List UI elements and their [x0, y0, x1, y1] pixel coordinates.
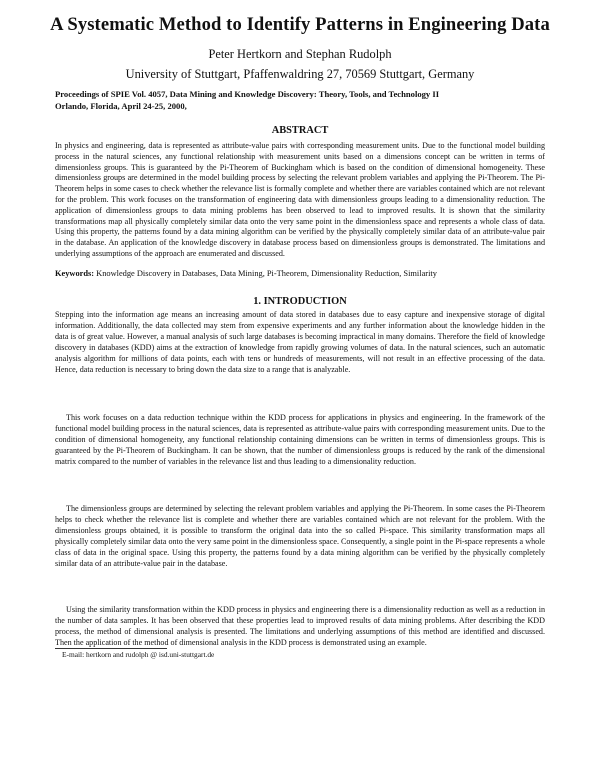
- keywords-line: [55, 268, 545, 279]
- intro-paragraph-4: Using the similarity transformation within the KDD process in physics and engineering there is a dimensionality reduction as well as a reduction in the number of data samples. It has been observed that these properties lead to improved results of data mining problems. After describing the KDD process, the method of dimensional analysis is presented. The limitations and underlying assumptions of this method are identified and discussed. Then the application of the method of dimensional analysis in the KDD process is demonstrated using an example.: [55, 605, 545, 647]
- footnote-email: E-mail: hertkorn and rudolph @ isd.uni-stuttgart.de: [62, 650, 215, 659]
- proceedings-line-1: Proceedings of SPIE Vol. 4057, Data Mining and Knowledge Discovery: Theory, Tools, and Technology II: [55, 89, 440, 99]
- paper-title: A Systematic Method to Identify Patterns in Engineering Data: [50, 14, 550, 35]
- intro-paragraph-3: The dimensionless groups are determined by selecting the relevant problem variables and applying the Pi-Theorem. In some cases the Pi-Theorem helps to check whether the relevance list is complete and whether there are variables contained which are not relevant for the problem. With the dimensionless groups obtained, it is possible to transform the original data into the so called Pi-space. This similarity transformation maps all physically completely similar data onto the very same point in the dimensionless space. Consequently, a single point in the Pi-space represents a whole class of data in the original space. Using this property, the patterns found by a data mining algorithm can be verified by the physically completely similar data of an attribute-value pair in the database.: [55, 504, 545, 568]
- abstract-heading: ABSTRACT: [271, 125, 329, 136]
- author-names: Peter Hertkorn and Stephan Rudolph: [208, 47, 392, 61]
- author-affiliation: University of Stuttgart, Pfaffenwaldring 27, 70569 Stuttgart, Germany: [125, 67, 475, 81]
- keywords-label: Keywords:: [55, 269, 95, 278]
- section-heading-introduction: 1. INTRODUCTION: [253, 296, 347, 307]
- intro-paragraph-1: Stepping into the information age means an increasing amount of data stored in databases due to easy capture and inexpensive storage of digital information. Additionally, the data collected may stem from expensive experiments and any further information about the knowledge hidden in the data is of great value. However, a manual analysis of such large databases is becoming impractical in many domains. Therefore the field of knowledge discovery in databases (KDD) aims at the extraction of knowledge from rapidly growing volumes of data. In the natural sciences, such an automatic analysis algorithm for millions of data points, each with tens or hundreds of measurements, will not result in an effective processing of the data. Hence, data reduction is necessary to bring down the data size to a range that is analyzable.: [55, 310, 545, 374]
- proceedings-line-2: Orlando, Florida, April 24-25, 2000,: [55, 100, 187, 111]
- footnote-divider: [55, 648, 167, 649]
- abstract-text: In physics and engineering, data is represented as attribute-value pairs with corresponding measurement units. Due to the functional model building process in the natural sciences, any functional relationship with measurement units based on a dimensions concept can be written in terms of dimensionless groups. This is guaranteed by the Pi-Theorem of Buckingham which is based on the condition of dimensional homogeneity. These dimensionless groups are determined in the model building process by selecting the relevant problem variables and applying the Pi-Theorem. The Pi-Theorem helps in some cases to check whether the relevance list is formally complete and whether there are variables contained which are not relevant for the problem. This work focuses on the transformation of engineering data with dimensionless groups leading to a dimensionality reduction. The application of dimensionless groups to data mining problems has been observed to lead to improved results. It is shown that the similarity transformations map all physically completely similar data onto the very same point in the dimensionless space and represents a whole class of data. Using this property, the patterns found by a data mining algorithm can be verified by the physically completely similar data of an attribute-value pair in the database. An application of the knowledge discovery in database process based on dimensionless groups is demonstrated. The limitations and underlying assumptions of the approach are enumerated and discussed.: [55, 141, 545, 258]
- intro-paragraph-2: This work focuses on a data reduction technique within the KDD process for applications in physics and engineering. In the framework of the functional model building process in the natural sciences, data is represented as attribute-value pairs with corresponding measurement units. Due to the condition of dimensional homogeneity, any functional relationship containing dimensions can be written in terms of dimensionless groups. This is guaranteed by the Pi-Theorem of Buckingham. It can be shown, that the number of dimensionless groups is reduced by the rank of the dimensional matrix compared to the number of variables in the relevance list and thus leading to a dimensionality reduction.: [55, 413, 545, 466]
- proceedings-citation: [55, 89, 555, 112]
- keywords-list: Knowledge Discovery in Databases, Data Mining, Pi-Theorem, Dimensionality Reduction, Similarity: [94, 269, 437, 278]
